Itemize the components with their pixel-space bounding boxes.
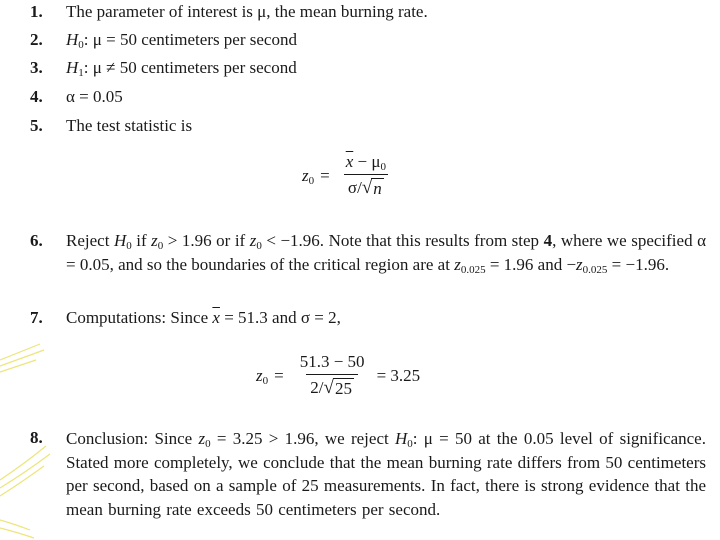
step-number: 6. <box>30 231 43 250</box>
computations-text: Computations: Since $\overline{x} = 51.3$ and σ = 2, <box>66 308 341 327</box>
step-text: The parameter of interest is μ, the mean burning rate. <box>66 2 428 21</box>
step-number: 5. <box>30 116 43 135</box>
step-number: 3. <box>30 58 43 77</box>
formula-result: = 3.25 <box>376 365 421 385</box>
step-number: 4. <box>30 87 43 106</box>
null-hypothesis: $H_0$: μ = 50 centimeters per second <box>66 30 297 51</box>
step-number: 8. <box>30 428 43 447</box>
formula-lhs: $z_0$ <box>302 165 315 187</box>
test-statistic-formula: $z_0$ = $\overline{x} - \mu_0$ σ/ √ n <box>302 152 396 199</box>
formula-fraction: $\overline{x} - \mu_0$ σ/ √ n <box>345 152 386 199</box>
significance-level: α = 0.05 <box>66 87 123 106</box>
conclusion-text: Conclusion: Since $z_0 = 3.25 > 1.96$, we reject $H_0$: μ = 50 at the 0.05 level of significance. Stated more completely, we conclude that the mean burning rate differs from 50 centimeters per second, based on a sample of 25 measurements. In fact, there is strong evidence that the mean burning rate exceeds 50 centimeters per second. <box>66 429 706 519</box>
computed-statistic-formula: $z_0$ = 51.3 − 50 2/ √ 25 = 3.25 <box>256 352 421 399</box>
step-number: 7. <box>30 308 43 327</box>
rejection-criterion: Reject $H_0$ if $z_0 > 1.96$ or if $z_0 < -1.96$. Note that this results from step 4, where we specified α = 0.05, and so the boundaries of the critical region are at $z_{0.025} = 1.96$ and $-z_{0.025} = -1.96$. <box>66 231 707 276</box>
step-text: The test statistic is <box>66 116 193 135</box>
formula-fraction: 51.3 − 50 2/ √ 25 <box>299 352 365 399</box>
step-number: 1. <box>30 2 43 21</box>
formula-lhs: $z_0$ <box>256 365 269 387</box>
step-number: 2. <box>30 30 43 49</box>
alternative-hypothesis: $H_1$: μ ≠ 50 centimeters per second <box>66 58 297 79</box>
